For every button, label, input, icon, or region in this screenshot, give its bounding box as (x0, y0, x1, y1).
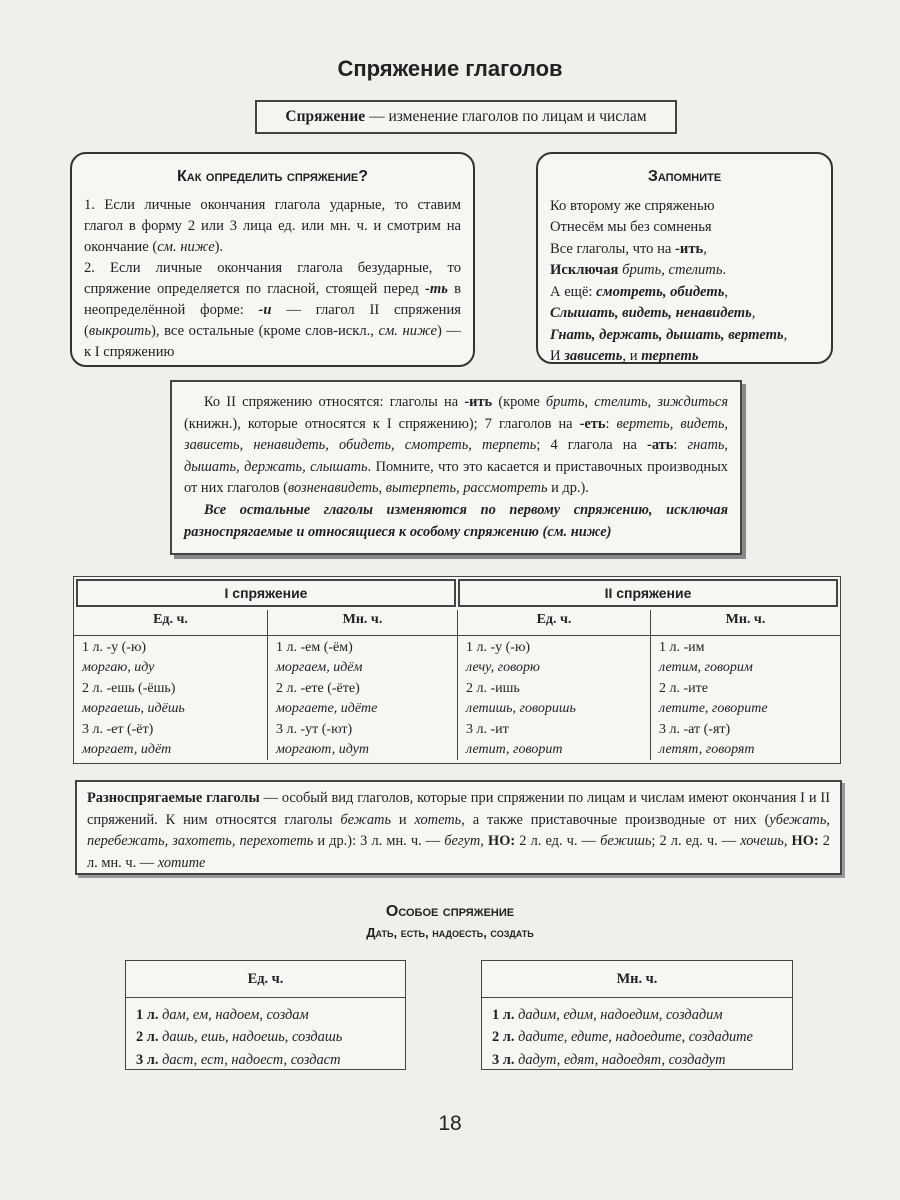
second-conjugation-text: Ко II спряжению относятся: глаголы на -ить (кроме брить, стелить, зиждиться (книжн.), которые относятся к I спряжению); 7 глаголов на -еть: вертеть, видеть, зависеть, ненавидеть, обидеть, смотреть, терпеть; 4 глагола на -ать: гнать, дышать, держать, слышать. Помните, что это касается и приставочных производных от них глаголов (возненавидеть, вытерпеть, рассмотреть и др.). (184, 394, 729, 497)
remember-box (536, 152, 833, 364)
definition-box (255, 100, 677, 134)
table-row: 3 л. даст, ест, надоест, создаст (136, 1051, 341, 1068)
page-number: 18 (438, 1112, 462, 1135)
poem-line: Гнать, держать, дышать, вертеть, (550, 326, 788, 343)
mixed-conjugation-box (75, 780, 842, 875)
table-row: 2 л. дадите, едите, надоедите, создадите (492, 1029, 753, 1045)
poem-line: И зависеть, и терпеть (550, 348, 699, 364)
table-column: Ед. ч. 1 л. -у (-ю) моргаю, иду 2 л. -ешь (-ёшь) моргаешь, идёшь 3 л. -ет (-ёт) моргает, идёт (74, 610, 267, 760)
second-conjugation-box (170, 380, 742, 555)
table-row: 2 л. дашь, ешь, надоешь, создашь (136, 1029, 343, 1045)
page-title: Спряжение глаголов (337, 56, 563, 81)
poem-line: А ещё: смотреть, обидеть, (550, 283, 729, 300)
special-title: Особое спряжение (385, 903, 515, 920)
how-heading: Как определить спряжение? (177, 168, 368, 185)
poem-line: Исключая брить, стелить. (550, 262, 727, 278)
special-singular-table: Ед. ч. 1 л. дам, ем, надоем, создам 2 л. дашь, ешь, надоешь, создашь 3 л. даст, ест, надоест, создаст (125, 960, 406, 1070)
definition-term: Спряжение (285, 108, 366, 125)
table-column: Мн. ч. 1 л. -ем (-ём) моргаем, идём 2 л. -ете (-ёте) моргаете, идёте 3 л. -ут (-ют) моргают, идут (267, 610, 457, 760)
special-conjugation-heading (0, 903, 900, 940)
definition-text: — изменение глаголов по лицам и числам (365, 108, 647, 125)
table-column: Мн. ч. 1 л. -им летим, говорим 2 л. -ите летите, говорите 3 л. -ат (-ят) летят, говорят (650, 610, 840, 760)
table-row: 3 л. дадут, едят, надоедят, создадут (492, 1051, 726, 1068)
poem-line: Слышать, видеть, ненавидеть, (550, 305, 756, 321)
mixed-conjugation-text: Разноспрягаемые глаголы — особый вид глаголов, которые при спряжении по лицам и числам имеют окончания I и II спряжений. К ним относятся глаголы бежать и хотеть, а также приставочные производные от них (убежать, перебежать, захотеть, перехотеть и др.): 3 л. мн. ч. — бегут, НО: 2 л. ед. ч. — бежишь; 2 л. ед. ч. — хочешь, НО: 2 л. мн. ч. — хотите (87, 790, 830, 871)
poem-line: Отнесём мы без сомненья (550, 219, 712, 235)
first-conjugation-header: I спряжение (76, 579, 456, 607)
conjugation-table (73, 576, 841, 764)
table-row: 1 л. дам, ем, надоем, создам (136, 1006, 309, 1023)
special-verbs: Дать, есть, надоесть, создать (366, 925, 534, 940)
special-plural-table: Мн. ч. 1 л. дадим, едим, надоедим, создадим 2 л. дадите, едите, надоедите, создадите 3 л. дадут, едят, надоедят, создадут (481, 960, 793, 1070)
how-rule-2: 2. Если личные окончания глагола безударные, то спряжение определяется по гласной, стоящей перед -ть в неопределённой форме: -и — глагол II спряжения (выкроить), все остальные (кроме слов-искл., см. ниже) — к I спряжению (84, 260, 462, 360)
remember-heading: Запомните (647, 168, 722, 185)
table-row: 1 л. дадим, едим, надоедим, создадим (492, 1006, 723, 1023)
second-conjugation-header: II спряжение (458, 579, 838, 607)
how-rule-1: 1. Если личные окончания глагола ударные, то ставим глагол в форму 2 или 3 лица ед. или мн. ч. и смотрим на окончание (см. ниже). (84, 197, 461, 255)
poem-line: Ко второму же спряженью (550, 197, 715, 214)
how-to-determine-box (70, 152, 475, 367)
poem-line: Все глаголы, что на -ить, (550, 240, 707, 257)
second-conjugation-note: Все остальные глаголы изменяются по первому спряжению, исключая разноспрягаемые и относящиеся к особому спряжению (см. ниже) (184, 501, 728, 540)
table-column: Ед. ч. 1 л. -у (-ю) лечу, говорю 2 л. -ишь летишь, говоришь 3 л. -ит летит, говорит (457, 610, 650, 760)
